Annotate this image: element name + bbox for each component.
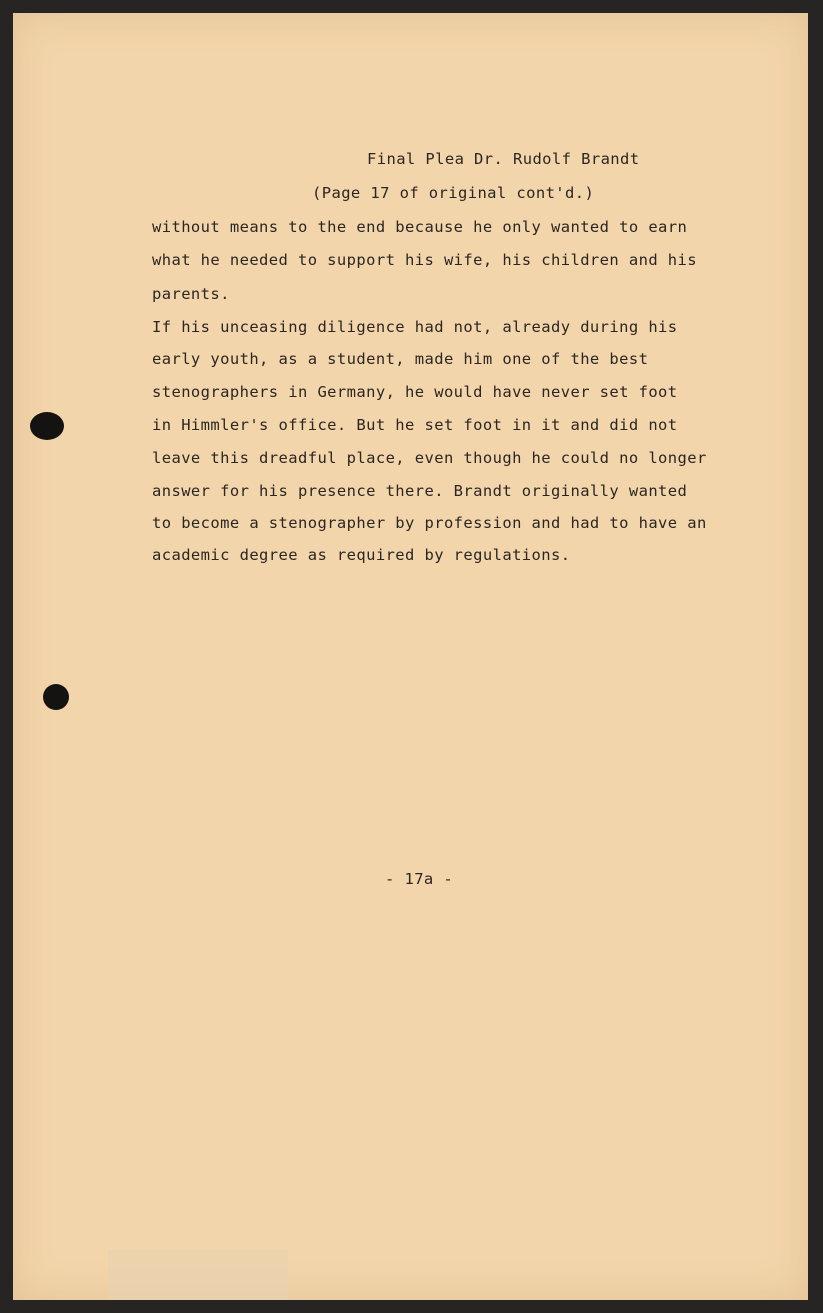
paper-wear-mark	[108, 1250, 288, 1300]
body-line: leave this dreadful place, even though he could no longer	[152, 449, 707, 467]
body-line: without means to the end because he only wanted to earn	[152, 218, 688, 236]
body-line: in Himmler's office. But he set foot in it and did not	[152, 416, 678, 434]
body-line: to become a stenographer by profession and had to have an	[152, 514, 707, 532]
body-line: what he needed to support his wife, his children and his	[152, 251, 697, 269]
paper-sheet	[13, 13, 808, 1300]
page-number: - 17a -	[385, 870, 454, 888]
document-subtitle: (Page 17 of original cont'd.)	[312, 184, 595, 202]
body-line: early youth, as a student, made him one of the best	[152, 350, 649, 368]
punch-hole-icon	[43, 684, 69, 710]
body-line: answer for his presence there. Brandt originally wanted	[152, 482, 688, 500]
body-line: stenographers in Germany, he would have never set foot	[152, 383, 678, 401]
body-line: If his unceasing diligence had not, already during his	[152, 318, 678, 336]
punch-hole-icon	[30, 412, 64, 440]
body-line: parents.	[152, 285, 230, 303]
body-line: academic degree as required by regulations.	[152, 546, 571, 564]
document-title: Final Plea Dr. Rudolf Brandt	[367, 150, 640, 168]
